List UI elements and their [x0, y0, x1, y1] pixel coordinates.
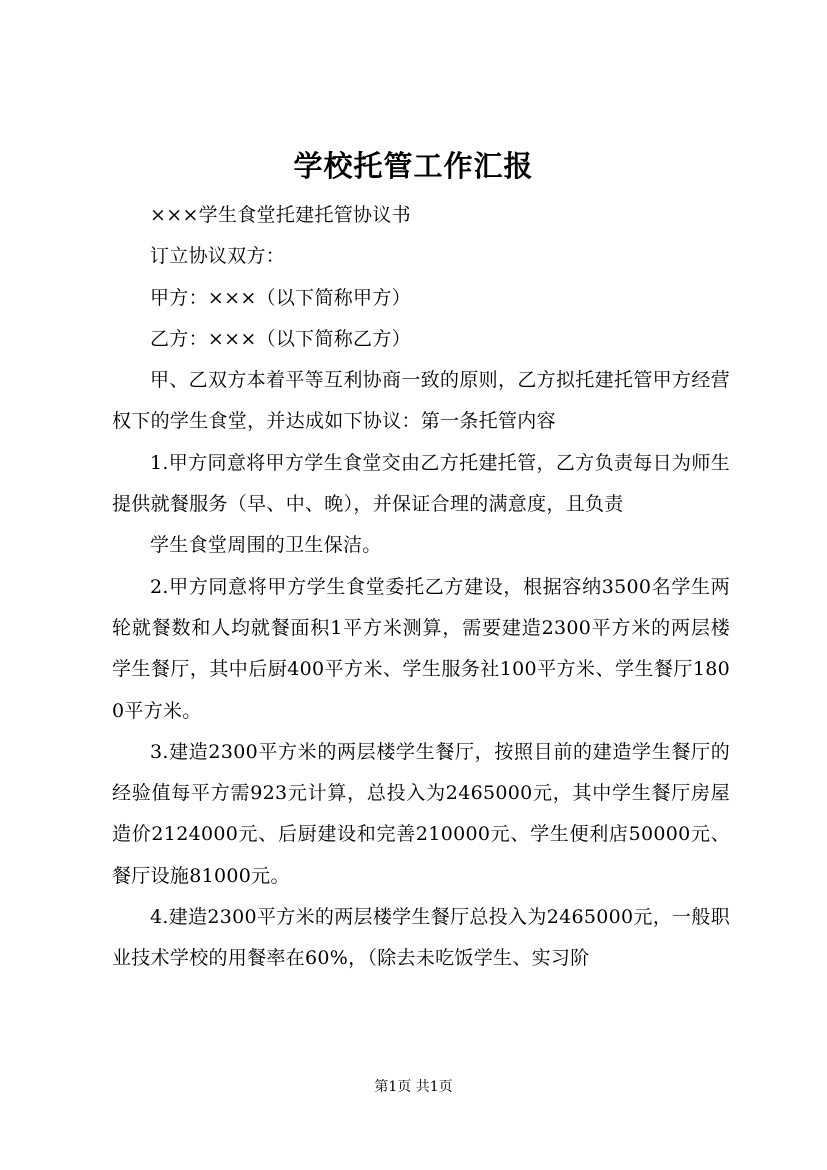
paragraph-clause-4: 4.建造2300平方米的两层楼学生餐厅总投入为2465000元，一般职业技术学校的用餐率在60%，（除去未吃饭学生、实习阶: [112, 906, 730, 970]
paragraph-agreement-heading: ×××学生食堂托建托管协议书: [150, 204, 411, 226]
paragraph-hygiene: 学生食堂周围的卫生保洁。: [150, 534, 382, 557]
paragraph-parties: 订立协议双方：: [150, 245, 286, 268]
document-title: 学校托管工作汇报: [293, 149, 534, 183]
paragraph-clause-2: 2.甲方同意将甲方学生食堂委托乙方建设，根据容纳3500名学生两轮就餐数和人均就餐面积1平方米测算，需要建造2300平方米的两层楼学生餐厅，其中后厨400平方米、学生服务社100平方米、学生餐厅1800平方米。: [112, 575, 730, 722]
document-body: [112, 195, 730, 980]
paragraph-clause-3: 3.建造2300平方米的两层楼学生餐厅，按照目前的建造学生餐厅的经验值每平方需923元计算，总投入为2465000元，其中学生餐厅房屋造价2124000元、后厨建设和完善210000元、学生便利店50000元、餐厅设施81000元。: [112, 740, 730, 887]
paragraph-principle: 甲、乙双方本着平等互利协商一致的原则，乙方拟托建托管甲方经营权下的学生食堂，并达成如下协议：第一条托管内容: [112, 369, 730, 433]
paragraph-party-a: 甲方：×××（以下简称甲方）: [150, 286, 411, 309]
paragraph-party-b: 乙方：×××（以下简称乙方）: [150, 327, 411, 350]
page-footer: 第1页 共1页: [374, 1079, 453, 1095]
paragraph-clause-1: 1.甲方同意将甲方学生食堂交由乙方托建托管，乙方负责每日为师生提供就餐服务（早、中、晚），并保证合理的满意度，且负责: [112, 451, 730, 516]
